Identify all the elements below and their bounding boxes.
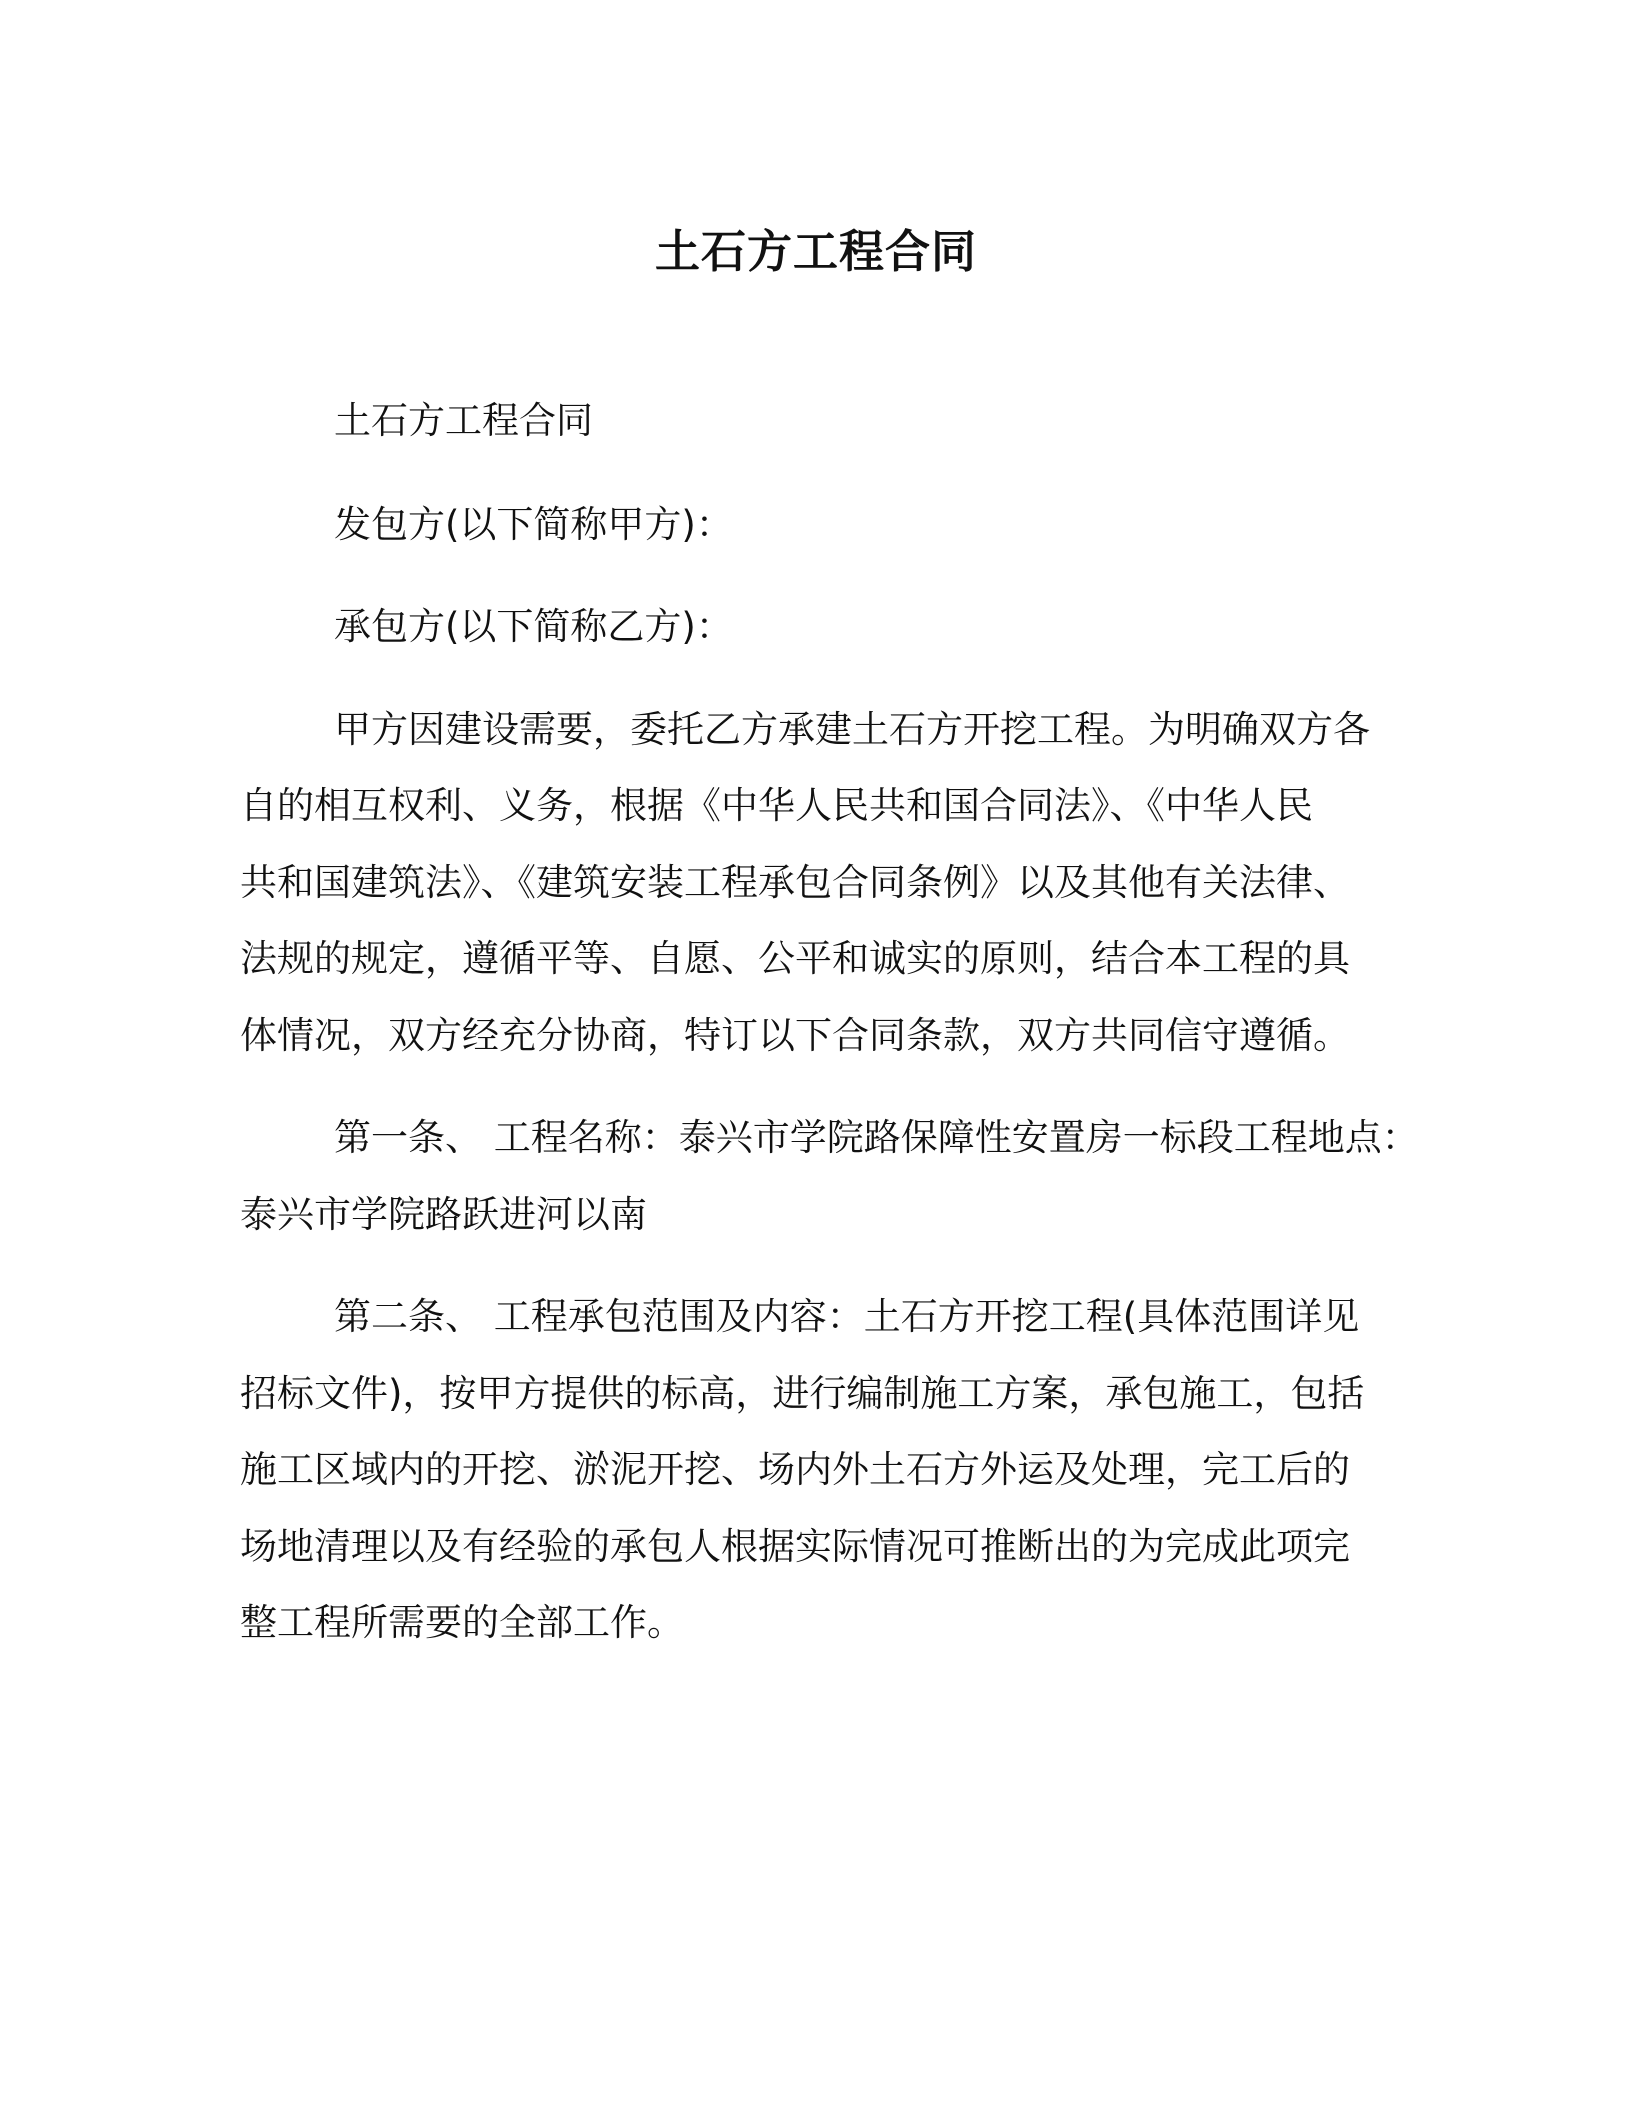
article-2-line: 第二条、 工程承包范围及内容：土石方开挖工程(具体范围详见 <box>334 1295 1360 1338</box>
article-2-line: 施工区域内的开挖、淤泥开挖、场内外土石方外运及处理，完工后的 <box>240 1448 1350 1491</box>
article-2-line: 场地清理以及有经验的承包人根据实际情况可推断出的为完成此项完 <box>240 1525 1350 1568</box>
preamble-line: 自的相互权利、义务，根据《中华人民共和国合同法》、《中华人民 <box>240 784 1313 827</box>
article-1-line: 第一条、 工程名称：泰兴市学院路保障性安置房一标段工程地点： <box>334 1116 1419 1159</box>
document-title: 土石方工程合同 <box>654 225 977 278</box>
article-1-line: 泰兴市学院路跃进河以南 <box>240 1193 647 1236</box>
preamble-line: 共和国建筑法》、《建筑安装工程承包合同条例》以及其他有关法律、 <box>240 861 1350 904</box>
article-2-line: 招标文件)，按甲方提供的标高，进行编制施工方案，承包施工，包括 <box>240 1372 1365 1415</box>
party-a-line: 发包方(以下简称甲方)： <box>334 503 733 546</box>
article-2-line: 整工程所需要的全部工作。 <box>240 1601 684 1644</box>
document-subtitle: 土石方工程合同 <box>334 399 593 442</box>
party-b-line: 承包方(以下简称乙方)： <box>334 605 733 648</box>
preamble-line: 甲方因建设需要，委托乙方承建土石方开挖工程。为明确双方各 <box>334 708 1370 751</box>
preamble-line: 体情况，双方经充分协商，特订以下合同条款，双方共同信守遵循。 <box>240 1014 1350 1057</box>
preamble-line: 法规的规定，遵循平等、自愿、公平和诚实的原则，结合本工程的具 <box>240 937 1350 980</box>
